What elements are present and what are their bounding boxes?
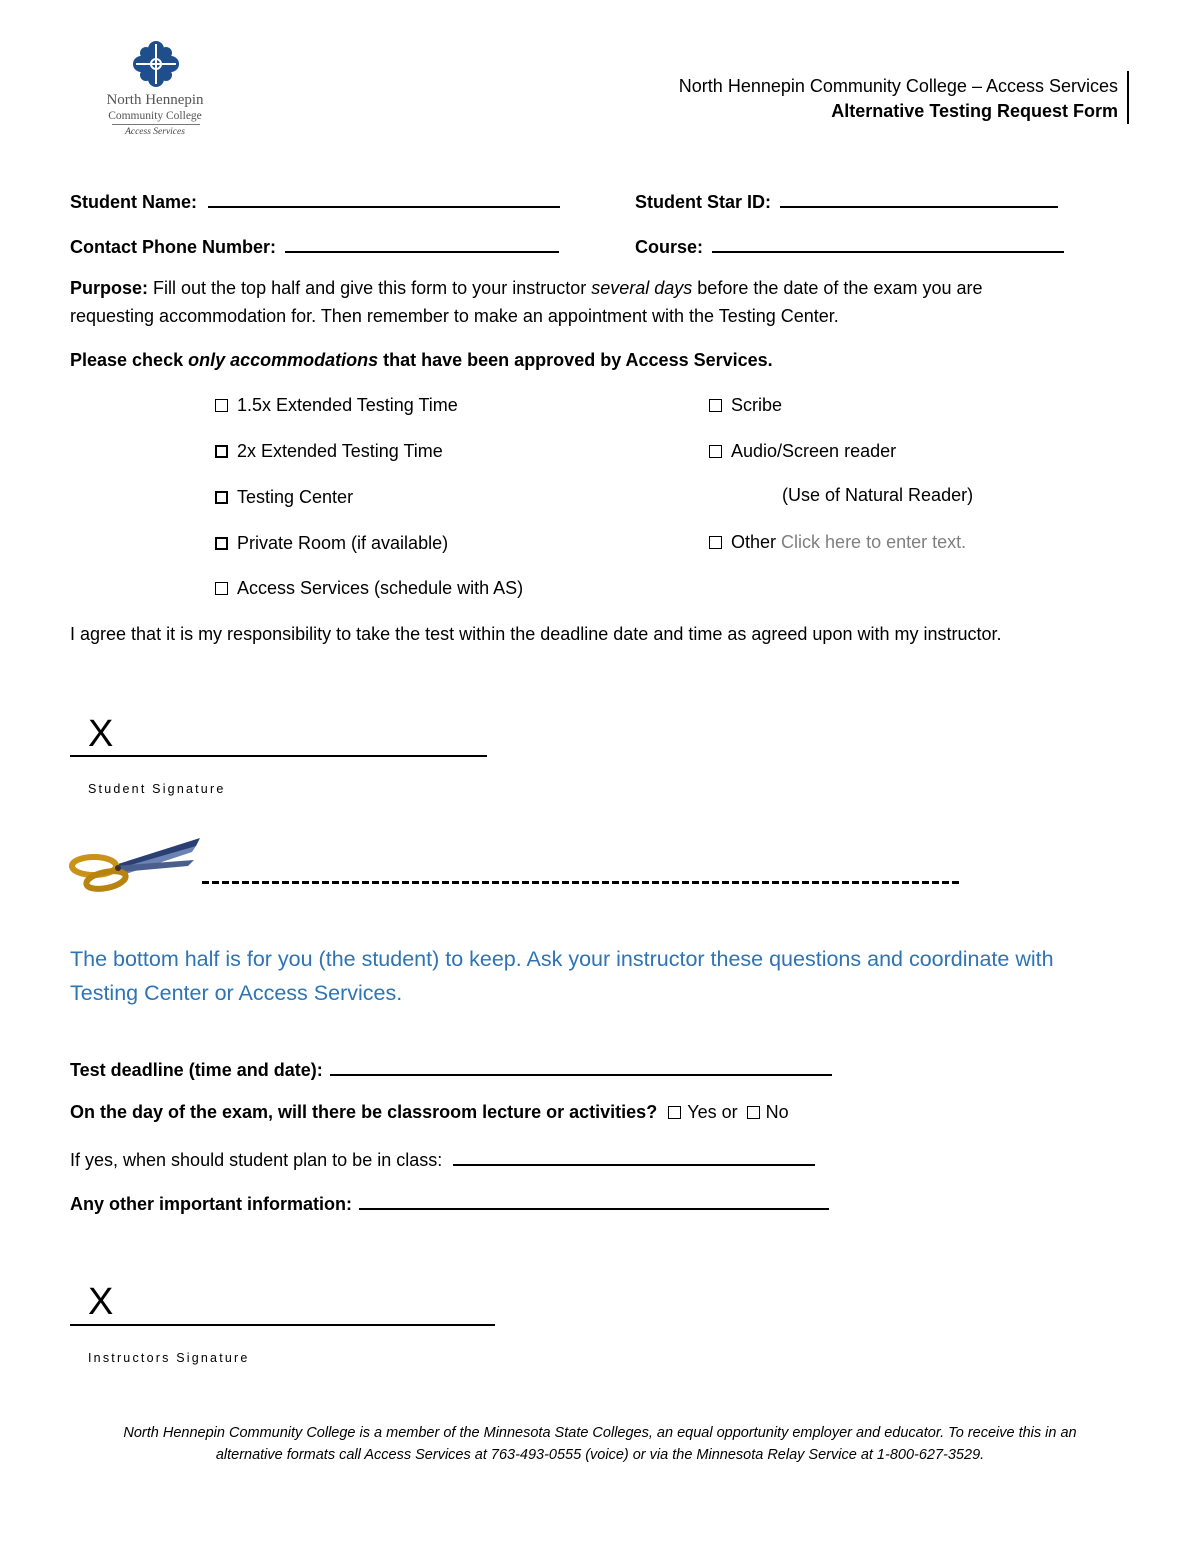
if-yes-line[interactable] (453, 1146, 815, 1166)
lecture-no-option[interactable] (747, 1102, 789, 1122)
purpose-label: Purpose: (70, 278, 149, 298)
other-text-input[interactable]: Click here to enter text. (781, 532, 967, 552)
checkbox-icon[interactable] (215, 537, 228, 550)
accommodation-checkbox-1[interactable] (215, 394, 458, 416)
student-signature-mark: X (88, 713, 114, 755)
college-line: North Hennepin Community College – Access Services (678, 76, 1118, 96)
agreement-text: I agree that it is my responsibility to take the test within the deadline date and time as agreed upon with my instructor. (70, 624, 1002, 644)
logo-emblem-icon (96, 36, 216, 92)
checkbox-icon[interactable] (215, 491, 228, 504)
student-signature-label: Student Signature (88, 782, 226, 796)
lecture-yes-option[interactable] (668, 1102, 737, 1122)
deadline-line[interactable] (330, 1056, 832, 1076)
deadline-field[interactable] (70, 1056, 832, 1081)
course-line[interactable] (712, 233, 1064, 253)
course-label: Course: (635, 237, 704, 257)
check-instruction-emphasis: only accommodations (188, 350, 379, 370)
accommodation-checkbox-audio[interactable] (709, 440, 896, 462)
logo-name: North Hennepin (106, 92, 204, 108)
bottom-intro-line-1: The bottom half is for you (the student) to keep. Ask your instructor these questions and coordinate with (70, 947, 1054, 971)
contact-phone-field[interactable] (70, 233, 559, 258)
accommodation-label: Audio/Screen reader (731, 441, 897, 461)
checkbox-icon[interactable] (668, 1106, 681, 1119)
accommodation-label: 2x Extended Testing Time (237, 441, 443, 461)
no-label: No (765, 1102, 789, 1122)
if-yes-field[interactable] (70, 1146, 815, 1171)
checkbox-icon[interactable] (709, 445, 722, 458)
cut-line (202, 878, 962, 888)
if-yes-label: If yes, when should student plan to be in class: (70, 1150, 443, 1170)
checkbox-icon[interactable] (215, 445, 228, 458)
accommodation-checkbox-2[interactable] (215, 440, 443, 462)
student-name-line[interactable] (208, 188, 560, 208)
bottom-intro-line-2: Testing Center or Access Services. (70, 981, 403, 1005)
footer-notice (40, 1422, 1160, 1466)
purpose-emphasis: several days (591, 278, 693, 298)
accommodation-checkbox-3[interactable] (215, 486, 353, 508)
other-info-line[interactable] (359, 1190, 829, 1210)
accommodation-checkbox-other[interactable] (709, 531, 966, 553)
student-name-field[interactable] (70, 188, 560, 213)
accommodation-label: Testing Center (237, 487, 354, 507)
accommodation-label: 1.5x Extended Testing Time (237, 395, 458, 415)
instructor-signature-label: Instructors Signature (88, 1351, 250, 1365)
purpose-text-2: before the date of the exam you are (692, 278, 983, 298)
other-info-field[interactable] (70, 1190, 829, 1215)
logo-subtitle: Community College (108, 110, 202, 122)
accommodation-checkbox-scribe[interactable] (709, 394, 782, 416)
footer-line-1: North Hennepin Community College is a member of the Minnesota State Colleges, an equal opportunity employer and educator. To receive this in an (123, 1425, 1077, 1441)
accommodation-label: Private Room (if available) (237, 533, 449, 553)
other-info-label: Any other important information: (70, 1194, 352, 1214)
header-rule (1127, 71, 1129, 124)
checkbox-icon[interactable] (709, 536, 722, 549)
scissors-icon (68, 836, 204, 894)
logo-divider (112, 124, 200, 125)
checkbox-icon[interactable] (747, 1106, 760, 1119)
contact-phone-line[interactable] (285, 233, 559, 253)
contact-phone-label: Contact Phone Number: (70, 237, 277, 257)
form-title: Alternative Testing Request Form (831, 101, 1118, 121)
logo-department: Access Services (125, 127, 185, 137)
checkbox-icon[interactable] (215, 399, 228, 412)
accommodation-label: Access Services (schedule with AS) (237, 578, 524, 598)
footer-line-2: alternative formats call Access Services at 763-493-0555 (voice) or via the Minnesota Relay Service at 1-800-627-3529. (215, 1447, 985, 1463)
audio-note: (Use of Natural Reader) (782, 485, 974, 505)
student-name-label: Student Name: (70, 192, 198, 212)
student-signature-line[interactable] (70, 755, 487, 757)
yes-label: Yes or (687, 1102, 738, 1122)
student-star-id-field[interactable] (635, 188, 1058, 213)
instructor-signature-line[interactable] (70, 1324, 495, 1326)
student-star-id-label: Student Star ID: (635, 192, 772, 212)
checkbox-icon[interactable] (215, 582, 228, 595)
accommodation-checkbox-4[interactable] (215, 532, 448, 554)
lecture-question (70, 1101, 789, 1123)
purpose-paragraph (70, 277, 983, 299)
student-star-id-line[interactable] (780, 188, 1058, 208)
checkbox-icon[interactable] (709, 399, 722, 412)
deadline-label: Test deadline (time and date): (70, 1060, 323, 1080)
accommodation-label: Scribe (731, 395, 783, 415)
accommodation-checkbox-5[interactable] (215, 577, 523, 599)
instructor-signature-mark: X (88, 1281, 114, 1323)
check-instruction (70, 349, 773, 371)
purpose-text-1: Fill out the top half and give this form to your instructor (148, 278, 592, 298)
course-field[interactable] (635, 233, 1064, 258)
lecture-question-label: On the day of the exam, will there be classroom lecture or activities? (70, 1102, 658, 1122)
purpose-line-2: requesting accommodation for. Then remember to make an appointment with the Testing Center. (70, 306, 839, 326)
check-instruction-part-2: that have been approved by Access Services. (378, 350, 773, 370)
check-instruction-part-1: Please check (70, 350, 189, 370)
accommodation-label: Other (731, 532, 777, 552)
